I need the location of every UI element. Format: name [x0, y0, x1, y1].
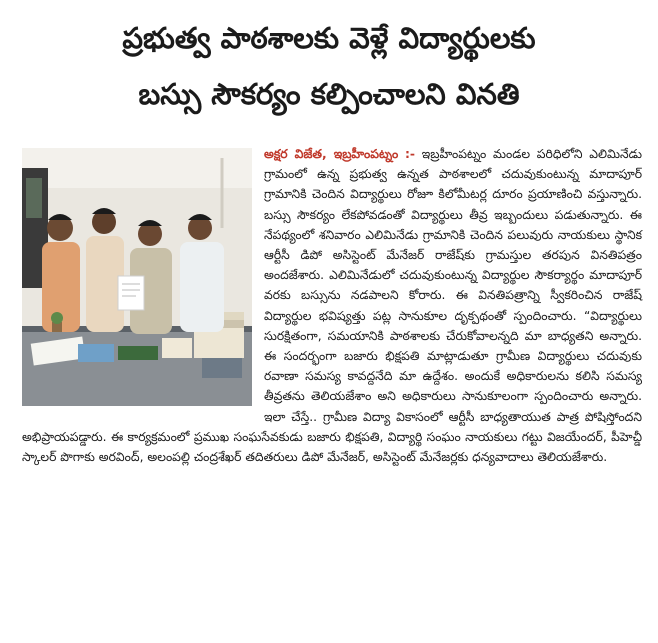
- news-photo-illustration: [22, 148, 252, 406]
- news-photo: [22, 148, 252, 406]
- headline-line-2: బస్సు సౌకర్యం కల్పించాలని వినతి: [138, 77, 520, 111]
- article-body: [22, 144, 642, 467]
- article-body-text: ఇబ్రహీంపట్నం మండల పరిధిలోని ఎలిమినేడు గ్రామంలో ఉన్న ప్రభుత్వ ఉన్నత పాఠశాలలో చదువుకుంటున్న మాదాపూర్ గ్రామానికి చెందిన విద్యార్థులు రోజూ కిలోమీటర్ల దూరం ప్రయాణించి వస్తున్నారు. బస్సు సౌకర్యం లేకపోవడంతో విద్యార్థులు తీవ్ర ఇబ్బందులు పడుతున్నారు. ఈ నేపథ్యంలో శనివారం ఎలిమినేడు గ్రామానికి చెందిన పలువురు నాయకులు స్థానిక ఆర్టీసీ డిపో అసిస్టెంట్ మేనేజర్ రాజేష్‌కు గ్రామస్తుల తరపున వినతిపత్రం అందజేశారు. ఎలిమినేడులో చదువుకుంటున్న విద్యార్థుల సౌకర్యార్థం మాదాపూర్ వరకు బస్సును నడపాలని కోరారు. ఈ వినతిపత్రాన్ని స్వీకరించిన రాజేష్ విద్యార్థుల భవిష్యత్తు పట్ల సానుకూల దృక్పథంతో స్పందించారు. “విద్యార్థులు సురక్షితంగా, సమయానికి పాఠశాలకు చేరుకోవాలన్నది మా బాధ్యతని అన్నారు. ఈ సందర్భంగా బజారు భిక్షపతి మాట్లాడుతూ గ్రామీణ విద్యార్థులు చదువుకు రవాణా సమస్య కావద్దనేది మా ఉద్దేశం. అందుకే అధికారులను కలిసి సమస్య తీవ్రతను తెలియజేశాం అని అధికారులు సానుకూలంగా స్పందించారు అన్నారు. ఇలా చేస్తే.. గ్రామీణ విద్యా వికాసంలో ఆర్టీసీ బాధ్యతాయుత పాత్ర పోషిస్తోందని అభిప్రాయపడ్డారు. ఈ కార్యక్రమంలో ప్రముఖ సంఘసేవకుడు బజారు భిక్షపతి, విద్యార్థి సంఘం నాయకులు గట్టు విజయేందర్, పీహెచ్డీ స్కాలర్ పొగాకు అరవింద్, అలంపల్లి చంద్రశేఖర్ తదితరులు డిపో మేనేజర్, అసిస్టెంట్ మేనేజర్లకు ధన్యవాదాలు తెలియజేశారు.: [22, 147, 642, 465]
- dateline-separator: :-: [404, 147, 416, 161]
- dateline: అక్షర విజేత, ఇబ్రహీంపట్నం: [264, 147, 399, 161]
- headline-line-1: ప్రభుత్వ పాఠశాలకు వెళ్లే విద్యార్థులకు: [122, 21, 536, 55]
